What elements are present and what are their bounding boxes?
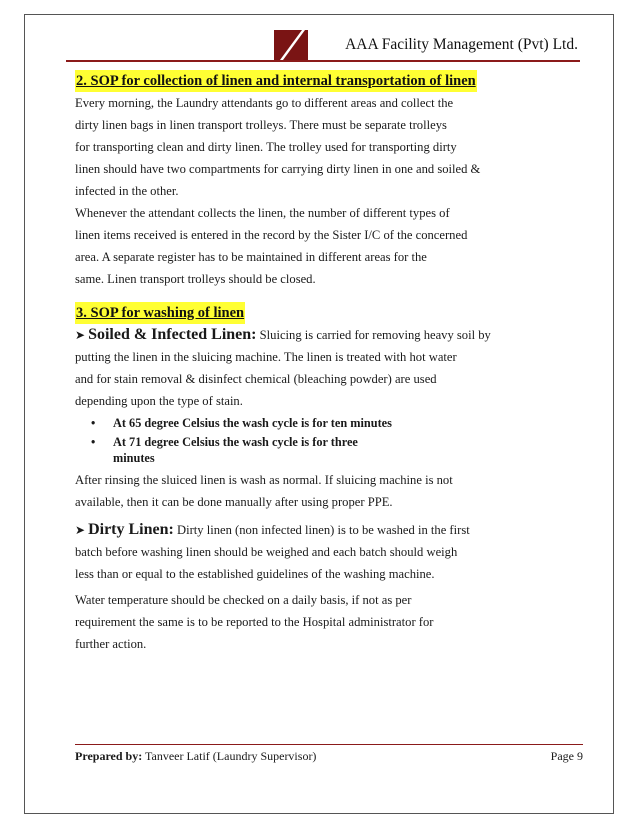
prepared-by-value: Tanveer Latif (Laundry Supervisor) xyxy=(142,749,317,763)
text-line: Dirty linen (non infected linen) is to be washed in the first xyxy=(173,523,470,537)
dirty-linen-block xyxy=(75,519,545,655)
list-item: • At 65 degree Celsius the wash cycle is for ten minutes xyxy=(91,416,392,430)
text-line: area. A separate register has to be maintained in different areas for the xyxy=(75,250,427,264)
text-line: depending upon the type of stain. xyxy=(75,394,243,408)
section-3-heading: 3. SOP for washing of linen xyxy=(75,302,245,324)
header-title: AAA Facility Management (Pvt) Ltd. xyxy=(345,36,578,53)
section-2-body xyxy=(75,92,545,290)
wash-cycle-list xyxy=(75,415,545,466)
text-line: less than or equal to the established guidelines of the washing machine. xyxy=(75,567,435,581)
text-line: further action. xyxy=(75,637,147,651)
text-line: available, then it can be done manually after using proper PPE. xyxy=(75,495,393,509)
soiled-linen-block xyxy=(75,324,545,513)
bullet-dot-icon: • xyxy=(91,435,96,449)
text-line: Water temperature should be checked on a daily basis, if not as per xyxy=(75,593,412,607)
text-line: for transporting clean and dirty linen. The trolley used for transporting dirty xyxy=(75,140,457,154)
arrow-bullet-icon: ➤ xyxy=(75,328,86,342)
text-line: requirement the same is to be reported to the Hospital administrator for xyxy=(75,615,434,629)
list-item: • At 71 degree Celsius the wash cycle is for three minutes xyxy=(91,435,358,465)
text-line: same. Linen transport trolleys should be closed. xyxy=(75,272,316,286)
text-line: linen items received is entered in the record by the Sister I/C of the concerned xyxy=(75,228,468,242)
page-footer xyxy=(75,744,583,764)
company-logo xyxy=(274,30,308,60)
text-line: Whenever the attendant collects the linen, the number of different types of xyxy=(75,206,450,220)
arrow-bullet-icon: ➤ xyxy=(75,523,86,537)
text-line: batch before washing linen should be weighed and each batch should weigh xyxy=(75,545,458,559)
text-line: infected in the other. xyxy=(75,184,179,198)
dirty-linen-title: Dirty Linen: xyxy=(88,521,174,538)
page-number: Page 9 xyxy=(550,749,583,763)
page-header xyxy=(66,30,580,62)
text-line: linen should have two compartments for carrying dirty linen in one and soiled & xyxy=(75,162,481,176)
page-content xyxy=(75,70,545,655)
text-line: and for stain removal & disinfect chemical (bleaching powder) are used xyxy=(75,372,437,386)
text-line: Sluicing is carried for removing heavy soil by xyxy=(256,328,491,342)
text-line: After rinsing the sluiced linen is wash as normal. If sluicing machine is not xyxy=(75,473,453,487)
text-line: Every morning, the Laundry attendants go to different areas and collect the xyxy=(75,96,454,110)
text-line: dirty linen bags in linen transport trolleys. There must be separate trolleys xyxy=(75,118,447,132)
prepared-by xyxy=(75,749,316,764)
header-divider xyxy=(66,60,580,62)
footer-divider xyxy=(75,744,583,745)
soiled-linen-title: Soiled & Infected Linen: xyxy=(88,326,257,343)
prepared-by-label: Prepared by: xyxy=(75,749,143,763)
section-2-heading: 2. SOP for collection of linen and internal transportation of linen xyxy=(75,70,477,92)
bullet-dot-icon: • xyxy=(91,416,96,430)
text-line: putting the linen in the sluicing machine. The linen is treated with hot water xyxy=(75,350,457,364)
